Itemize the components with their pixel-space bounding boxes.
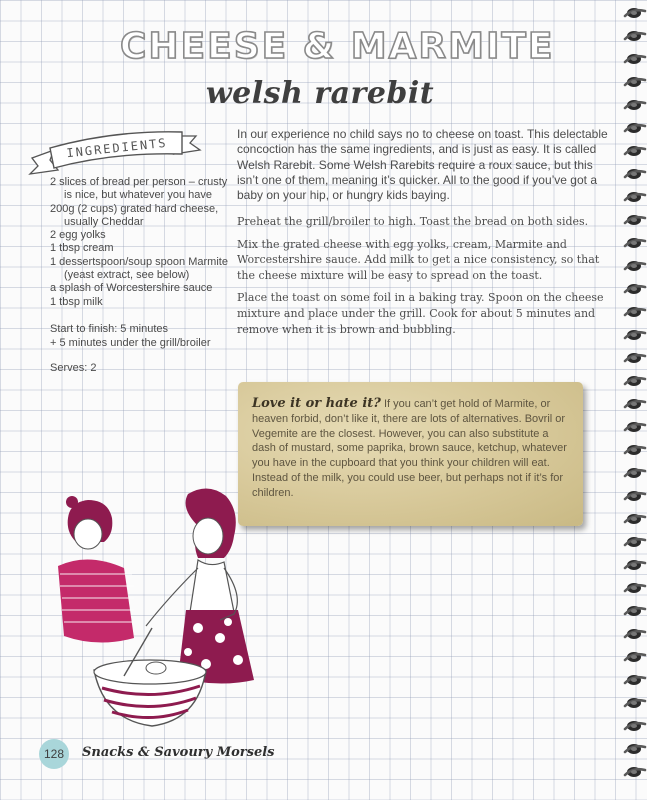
- ingredient-item: 2 slices of bread per person – crusty is nice, but whatever you have: [50, 176, 228, 202]
- tip-heading: Love it or hate it?: [252, 396, 381, 411]
- method-step: Place the toast on some foil in a baking tray. Spoon on the cheese mixture and place under the grill. Cook for about 5 minutes and remove when it is brown and bubbling.: [237, 291, 604, 336]
- method-step: Preheat the grill/broiler to high. Toast the bread on both sides.: [237, 215, 589, 228]
- intro-paragraph: In our experience no child says no to cheese on toast. This delectable concoction has the same ingredients, and is just as easy. It is called Welsh Rarebit. Some Welsh Rarebits require a roux sauce, but this isn’t one of them, meaning it’s quicker. All to the good if you’ve got a baby on your hip, or hungry kids baying.: [237, 127, 608, 203]
- spiral-binding: [621, 0, 647, 800]
- method-step: Mix the grated cheese with egg yolks, cream, Marmite and Worcestershire sauce. Add milk to get a nice consistency, so that the cheese mixture will be easy to spread on the toast.: [237, 237, 600, 282]
- recipe-subtitle: welsh rarebit: [205, 76, 435, 111]
- timing-line: + 5 minutes under the grill/broiler: [50, 336, 211, 349]
- recipe-title: CHEESE & MARMITE: [120, 26, 555, 67]
- page-number-badge: [39, 739, 69, 769]
- two-girls-mixing-bowl-illustration: [48, 488, 308, 748]
- ingredient-list: [50, 176, 235, 309]
- ingredient-item: 1 dessertspoon/soup spoon Marmite (yeast extract, see below): [50, 255, 228, 282]
- timing-line: Start to finish: 5 minutes: [50, 323, 168, 335]
- tip-text: [252, 397, 569, 501]
- timing-info: [50, 323, 240, 350]
- ingredient-item: 1 tbsp cream: [50, 242, 114, 255]
- ingredients-heading: INGREDIENTS: [65, 135, 169, 161]
- illustration-drawing: [48, 488, 308, 748]
- ingredient-item: a splash of Worcestershire sauce: [50, 282, 213, 295]
- serves-info: Serves: 2: [50, 362, 97, 374]
- ingredient-item: 1 tbsp milk: [50, 295, 103, 308]
- ingredients-ribbon: [24, 124, 204, 178]
- section-title: Snacks & Savoury Morsels: [82, 745, 275, 760]
- ingredient-item: 200g (2 cups) grated hard cheese, usually Cheddar: [50, 202, 219, 228]
- tip-body: If you can’t get hold of Marmite, or heaven forbid, don’t like it, there are lots of alternatives. Bovril or Vegemite are the closest. However, you can also substitute a dash of mustard, some paprika, brown sauce, ketchup, whatever you have in the cupboard that you think your children will eat. Instead of the milk, you could use beer, but perhaps not if it’s for children.: [252, 398, 567, 499]
- page-number: 128: [43, 747, 65, 761]
- spiral-binding-drawing: [621, 0, 647, 800]
- method-steps: [237, 214, 612, 344]
- ingredient-item: 2 egg yolks: [50, 229, 106, 242]
